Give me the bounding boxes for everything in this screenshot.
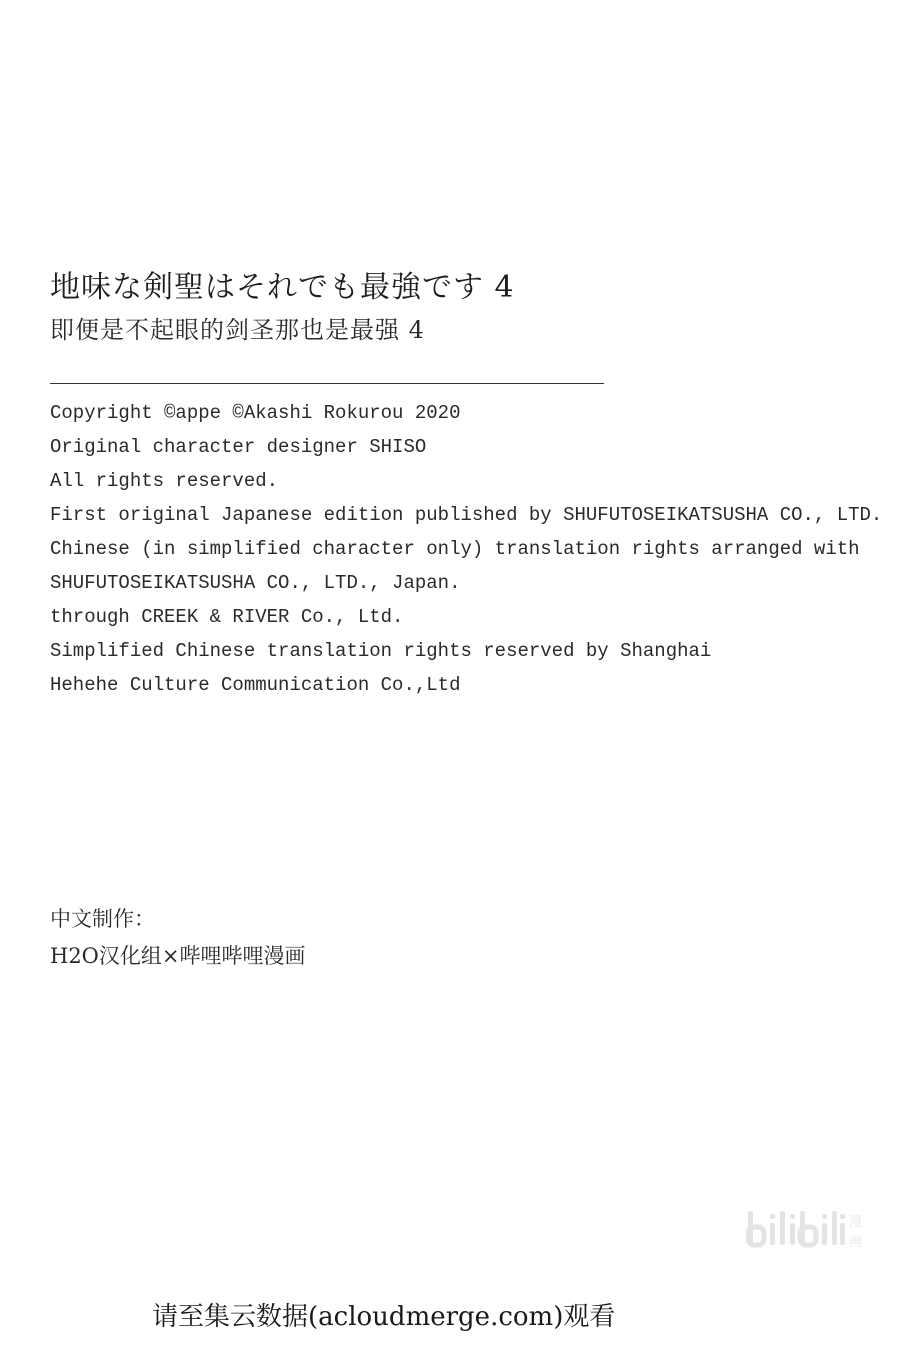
- copyright-block: [50, 396, 882, 702]
- watermark-sub-char-2: 画: [849, 1235, 863, 1250]
- credit-value: H2O汉化组×哔哩哔哩漫画: [50, 944, 306, 968]
- watermark-sub-char-1: 漫: [849, 1215, 863, 1230]
- character-designer-line: Original character designer SHISO: [50, 436, 427, 458]
- bilibili-manga-watermark-icon: [746, 1203, 868, 1251]
- translation-rights-line: Chinese (in simplified character only) translation rights arranged with: [50, 538, 860, 560]
- agency-line: through CREEK & RIVER Co., Ltd.: [50, 606, 404, 628]
- divider-line: [50, 383, 604, 384]
- credit-label: 中文制作：: [50, 907, 155, 931]
- footer-source-note: 请至集云数据(acloudmerge.com)观看: [152, 1302, 616, 1332]
- book-title-japanese: 地味な剣聖はそれでも最強です 4: [50, 270, 515, 305]
- rights-reserved-line: All rights reserved.: [50, 470, 279, 492]
- copyright-line: Copyright ©appe ©Akashi Rokurou 2020: [50, 402, 461, 424]
- publisher-line: First original Japanese edition published by SHUFUTOSEIKATSUSHA CO., LTD.: [50, 504, 883, 526]
- book-title-chinese: 即便是不起眼的剑圣那也是最强 4: [50, 316, 425, 344]
- publisher-country-line: SHUFUTOSEIKATSUSHA CO., LTD., Japan.: [50, 572, 461, 594]
- simplified-rights-line: Simplified Chinese translation rights reserved by Shanghai: [50, 640, 712, 662]
- rights-holder-line: Hehehe Culture Communication Co.,Ltd: [50, 674, 461, 696]
